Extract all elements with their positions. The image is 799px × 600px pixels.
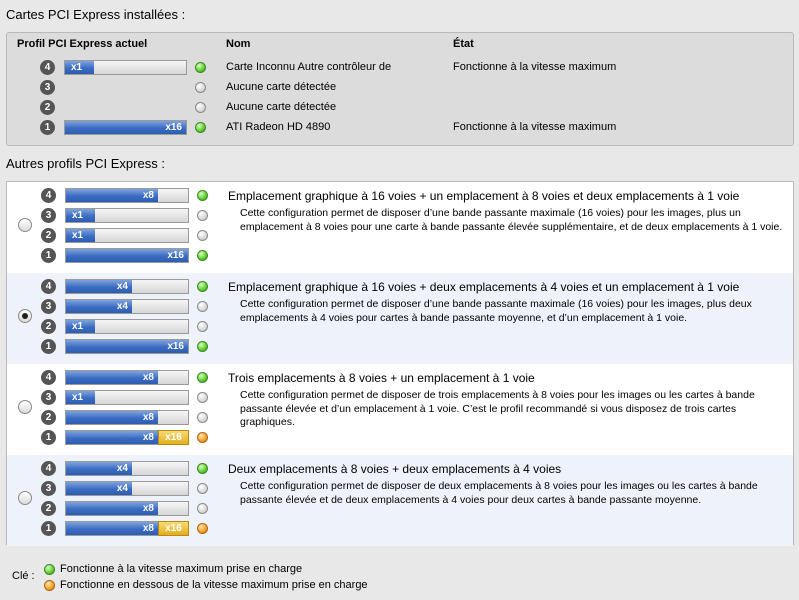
lane-bar	[65, 430, 189, 445]
lane-bar-fill: x8	[66, 431, 158, 444]
lane-bar	[65, 188, 189, 203]
green-status-icon	[197, 281, 208, 292]
profile-description: Cette configuration permet de disposer d’une bande passante maximale (16 voies) pour les images, plus deux emplacements à 4 voies pour cartes à bande passante moyenne, et d’un emplacement à 1 voie.	[240, 298, 752, 324]
slot-number-badge: 2	[40, 100, 55, 115]
legend-label: Clé :	[12, 570, 35, 582]
card-name: ATI Radeon HD 4890	[226, 121, 331, 133]
green-status-icon	[195, 122, 206, 133]
other-profiles-title: Autres profils PCI Express :	[6, 156, 165, 171]
orange-status-icon	[197, 432, 208, 443]
legend-text: Fonctionne en dessous de la vitesse maximum prise en charge	[60, 579, 368, 591]
slot-number-badge: 2	[41, 228, 56, 243]
legend-text: Fonctionne à la vitesse maximum prise en charge	[60, 563, 303, 575]
gray-status-icon	[195, 82, 206, 93]
installed-cards-title: Cartes PCI Express installées :	[6, 7, 186, 22]
slot-number-badge: 3	[41, 208, 56, 223]
lane-bar	[65, 410, 189, 425]
lane-bar	[65, 319, 189, 334]
lane-bar	[65, 279, 189, 294]
lane-bar	[64, 120, 187, 135]
lane-bar	[65, 299, 189, 314]
orange-status-icon	[197, 523, 208, 534]
card-name: Aucune carte détectée	[226, 101, 337, 113]
lane-bar-fill: x1	[66, 391, 95, 404]
profile-radio-button[interactable]	[18, 309, 32, 323]
lane-bar	[65, 390, 189, 405]
lane-bar	[65, 228, 189, 243]
green-status-icon	[197, 341, 208, 352]
lane-bar-fill: x16	[66, 249, 188, 262]
slot-number-badge: 3	[41, 299, 56, 314]
green-status-icon	[44, 564, 55, 575]
profile-option[interactable]	[7, 455, 793, 546]
lane-bar-fill: x1	[66, 320, 95, 333]
green-status-icon	[195, 62, 206, 73]
profile-option[interactable]	[7, 364, 793, 455]
profile-title: Trois emplacements à 8 voies + un emplacement à 1 voie	[228, 371, 535, 385]
gray-status-icon	[197, 210, 208, 221]
profile-title: Emplacement graphique à 16 voies + un emplacement à 8 voies et deux emplacements à 1 voie	[228, 189, 740, 203]
lane-bar-over-capacity: x16	[158, 430, 189, 445]
slot-number-badge: 4	[41, 188, 56, 203]
slot-number-badge: 4	[41, 461, 56, 476]
gray-status-icon	[197, 483, 208, 494]
lane-bar-fill: x1	[66, 229, 95, 242]
slot-number-badge: 4	[41, 279, 56, 294]
lane-bar-fill: x8	[66, 189, 158, 202]
lane-bar	[64, 60, 187, 75]
lane-bar	[65, 501, 189, 516]
green-status-icon	[197, 463, 208, 474]
lane-bar	[65, 481, 189, 496]
slot-number-badge: 3	[41, 390, 56, 405]
lane-bar-fill: x4	[66, 280, 132, 293]
lane-bar-fill: x1	[66, 209, 95, 222]
profile-title: Deux emplacements à 8 voies + deux emplacements à 4 voies	[228, 462, 562, 476]
lane-bar	[65, 461, 189, 476]
slot-number-badge: 1	[40, 120, 55, 135]
slot-number-badge: 3	[40, 80, 55, 95]
profiles-list	[6, 181, 794, 545]
lane-bar-fill: x4	[66, 300, 132, 313]
gray-status-icon	[197, 230, 208, 241]
slot-number-badge: 4	[40, 60, 55, 75]
slot-number-badge: 2	[41, 410, 56, 425]
header-name: Nom	[226, 38, 251, 50]
slot-number-badge: 2	[41, 501, 56, 516]
profile-description: Cette configuration permet de disposer d’une bande passante maximale (16 voies) pour les images, plus un emplacement à 8 voies pour une carte à bande passante élevée supplémentaire, et de deux emplacements à 1 voie.	[240, 207, 783, 233]
slot-number-badge: 1	[41, 248, 56, 263]
installed-cards-panel	[6, 32, 794, 146]
lane-bar-fill: x8	[66, 522, 158, 535]
profile-title: Emplacement graphique à 16 voies + deux emplacements à 4 voies et un emplacement à 1 voie	[228, 280, 740, 294]
lane-bar	[65, 339, 189, 354]
lane-bar	[65, 370, 189, 385]
card-state: Fonctionne à la vitesse maximum	[453, 121, 617, 133]
lane-bar-fill: x4	[66, 482, 132, 495]
profile-radio-button[interactable]	[18, 491, 32, 505]
profile-radio-button[interactable]	[18, 400, 32, 414]
profile-option[interactable]	[7, 273, 793, 364]
green-status-icon	[197, 190, 208, 201]
gray-status-icon	[197, 503, 208, 514]
header-current-profile: Profil PCI Express actuel	[17, 38, 148, 50]
profile-option[interactable]	[7, 182, 793, 273]
green-status-icon	[197, 250, 208, 261]
lane-bar-fill: x1	[65, 61, 94, 74]
header-state: État	[453, 38, 474, 50]
slot-number-badge: 1	[41, 521, 56, 536]
card-state: Fonctionne à la vitesse maximum	[453, 61, 617, 73]
lane-bar	[65, 248, 189, 263]
lane-bar-fill: x8	[66, 502, 158, 515]
slot-number-badge: 1	[41, 430, 56, 445]
lane-bar-fill: x16	[66, 340, 188, 353]
legend-item-reduced-speed	[60, 579, 368, 591]
lane-bar	[65, 208, 189, 223]
lane-bar-over-capacity: x16	[158, 521, 189, 536]
lane-bar-fill: x8	[66, 371, 158, 384]
green-status-icon	[197, 372, 208, 383]
profile-description: Cette configuration permet de disposer de trois emplacements à 8 voies pour les images ou les cartes à bande passante élevée et d’un emplacement à 1 voie. C’est le profil recommandé si vous disposez de trois cartes graphiques.	[240, 389, 755, 429]
slot-number-badge: 3	[41, 481, 56, 496]
slot-number-badge: 4	[41, 370, 56, 385]
profile-radio-button[interactable]	[18, 218, 32, 232]
gray-status-icon	[197, 301, 208, 312]
card-name: Aucune carte détectée	[226, 81, 337, 93]
profile-description: Cette configuration permet de disposer de deux emplacements à 8 voies pour les images ou les cartes à bande passante élevée et de deux emplacements à 4 voies pour deux cartes à bande passante moyenne.	[240, 480, 758, 506]
gray-status-icon	[197, 392, 208, 403]
orange-status-icon	[44, 580, 55, 591]
lane-bar-fill: x4	[66, 462, 132, 475]
lane-bar-fill: x16	[65, 121, 186, 134]
gray-status-icon	[195, 102, 206, 113]
legend-item-full-speed	[60, 563, 302, 575]
gray-status-icon	[197, 412, 208, 423]
slot-number-badge: 2	[41, 319, 56, 334]
slot-number-badge: 1	[41, 339, 56, 354]
card-name: Carte Inconnu Autre contrôleur de	[226, 61, 392, 73]
gray-status-icon	[197, 321, 208, 332]
lane-bar-fill: x8	[66, 411, 158, 424]
lane-bar	[65, 521, 189, 536]
